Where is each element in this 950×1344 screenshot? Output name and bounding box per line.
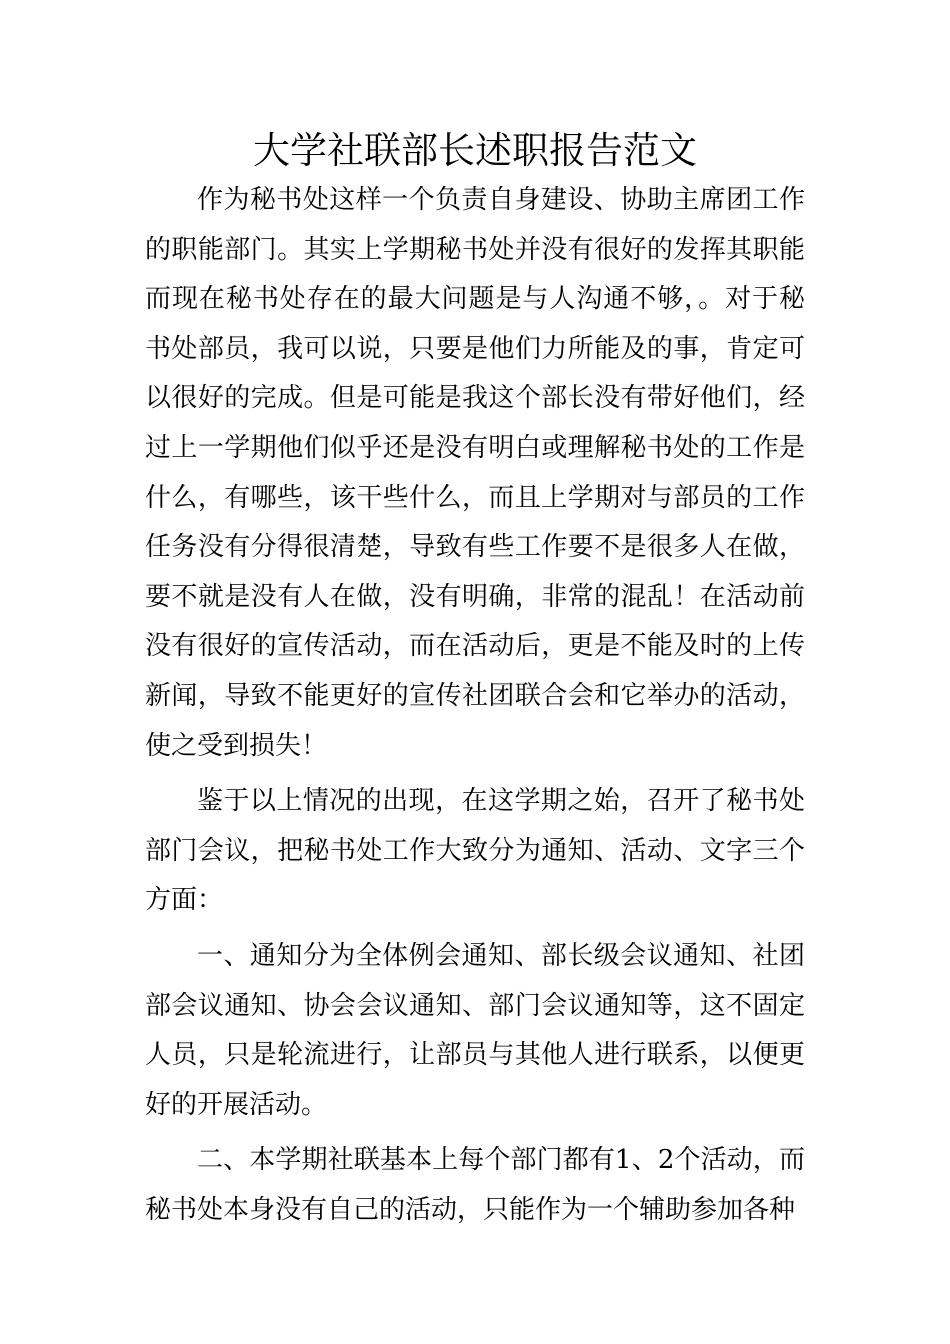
paragraph-activities: 二、本学期社联基本上每个部门都有1、2个活动，而秘书处本身没有自己的活动，只能作为一个辅助参加各种 (145, 1145, 805, 1225)
paragraph-notifications: 一、通知分为全体例会通知、部长级会议通知、社团部会议通知、协会会议通知、部门会议通知等，这不固定人员，只是轮流进行，让部员与其他人进行联系，以便更好的开展活动。 (145, 940, 805, 1120)
paragraph-self-assessment: 作为秘书处这样一个负责自身建设、协助主席团工作的职能部门。其实上学期秘书处并没有很好的发挥其职能而现在秘书处存在的最大问题是与人沟通不够，。对于秘书处部员，我可以说，只要是他们力所能及的事，肯定可以很好的完成。但是可能是我这个部长没有带好他们，经过上一学期他们似乎还是没有明白或理解秘书处的工作是什么，有哪些，该干些什么，而且上学期对与部员的工作任务没有分得很清楚，导致有些工作要不是很多人在做，要不就是没有人在做，没有明确，非常的混乱！在活动前没有很好的宣传活动，而在活动后，更是不能及时的上传新闻，导致不能更好的宣传社团联合会和它举办的活动，使之受到损失！ (145, 185, 805, 761)
document-body (145, 176, 805, 1235)
paragraph-meeting-plan: 鉴于以上情况的出现，在这学期之始，召开了秘书处部门会议，把秘书处工作大致分为通知、活动、文字三个方面： (145, 786, 805, 916)
document-title: 大学社联部长述职报告范文 (253, 129, 697, 172)
